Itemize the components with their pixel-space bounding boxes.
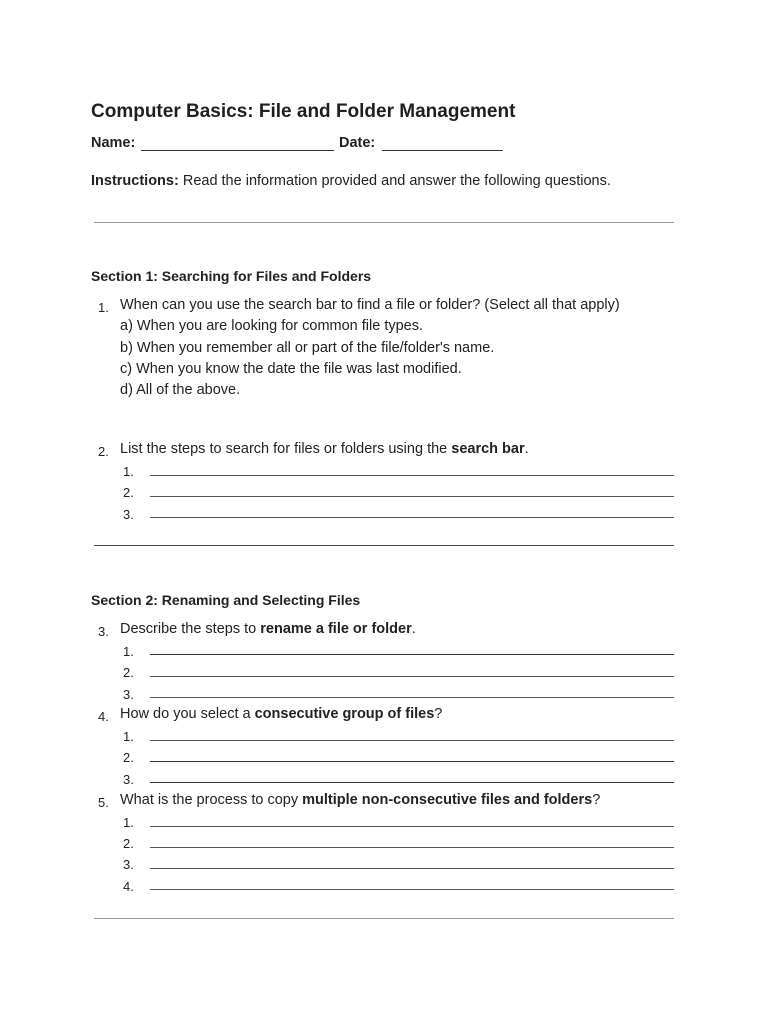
question-5-text-bold: multiple non-consecutive files and folders [302,792,593,808]
q5-step-4-label: 4. [123,879,134,894]
q4-step-3-answer-line[interactable] [150,782,674,783]
question-2-text [120,441,529,457]
q2-step-2-answer-line[interactable] [150,496,674,497]
question-2-text-after: . [524,441,529,457]
question-5-text-after: ? [592,792,601,808]
date-label: Date: [339,135,376,151]
q4-step-1-label: 1. [123,729,134,744]
q5-step-2-label: 2. [123,836,134,851]
question-3-text-bold: rename a file or folder [260,621,412,637]
q2-step-2-label: 2. [123,485,134,500]
q2-step-3-answer-line[interactable] [150,517,674,518]
q5-step-4-answer-line[interactable] [150,889,674,890]
question-1-option-d[interactable]: d) All of the above. [120,382,241,398]
question-5-text [120,792,600,808]
q3-step-1-answer-line[interactable] [150,654,674,655]
question-2-number: 2. [98,444,109,459]
q2-step-1-answer-line[interactable] [150,475,674,476]
question-3-text-before: Describe the steps to [120,621,261,637]
q3-step-1-label: 1. [123,644,134,659]
question-3-text [120,621,416,637]
question-2-text-bold: search bar [451,441,525,457]
question-1-number: 1. [98,300,109,315]
question-1-option-a[interactable]: a) When you are looking for common file types. [120,318,424,334]
q3-step-2-label: 2. [123,665,134,680]
date-blank[interactable] [382,136,503,151]
question-4-text-before: How do you select a [120,706,255,722]
q3-step-3-label: 3. [123,687,134,702]
page-title: Computer Basics: File and Folder Management [91,101,516,122]
name-blank[interactable] [141,136,334,151]
question-4-number: 4. [98,709,109,724]
q5-step-3-label: 3. [123,857,134,872]
q4-step-1-answer-line[interactable] [150,740,674,741]
question-3-number: 3. [98,624,109,639]
divider [94,222,674,223]
question-3-text-after: . [411,621,416,637]
instructions-label: Instructions: [91,173,179,189]
q2-step-1-label: 1. [123,464,134,479]
question-4-text [120,706,442,722]
question-4-text-after: ? [434,706,443,722]
q2-step-3-label: 3. [123,507,134,522]
name-label: Name: [91,135,136,151]
q3-step-3-answer-line[interactable] [150,697,674,698]
q4-step-2-answer-line[interactable] [150,761,674,762]
question-1-text: When can you use the search bar to find a file or folder? (Select all that apply) [120,297,620,313]
q5-step-2-answer-line[interactable] [150,847,674,848]
divider [94,918,674,919]
section-1-title: Section 1: Searching for Files and Folders [91,268,372,284]
q5-step-1-label: 1. [123,815,134,830]
q5-step-3-answer-line[interactable] [150,868,674,869]
instructions [91,173,611,189]
instructions-text: Read the information provided and answer the following questions. [178,173,611,189]
q5-step-1-answer-line[interactable] [150,826,674,827]
q4-step-2-label: 2. [123,750,134,765]
question-1-option-c[interactable]: c) When you know the date the file was last modified. [120,361,462,377]
question-4-text-bold: consecutive group of files [254,706,435,722]
section-2-title: Section 2: Renaming and Selecting Files [91,592,361,608]
question-2-text-before: List the steps to search for files or folders using the [120,441,452,457]
divider [94,545,674,546]
question-5-number: 5. [98,795,109,810]
question-1-option-b[interactable]: b) When you remember all or part of the file/folder's name. [120,340,495,356]
q4-step-3-label: 3. [123,772,134,787]
question-5-text-before: What is the process to copy [120,792,303,808]
q3-step-2-answer-line[interactable] [150,676,674,677]
